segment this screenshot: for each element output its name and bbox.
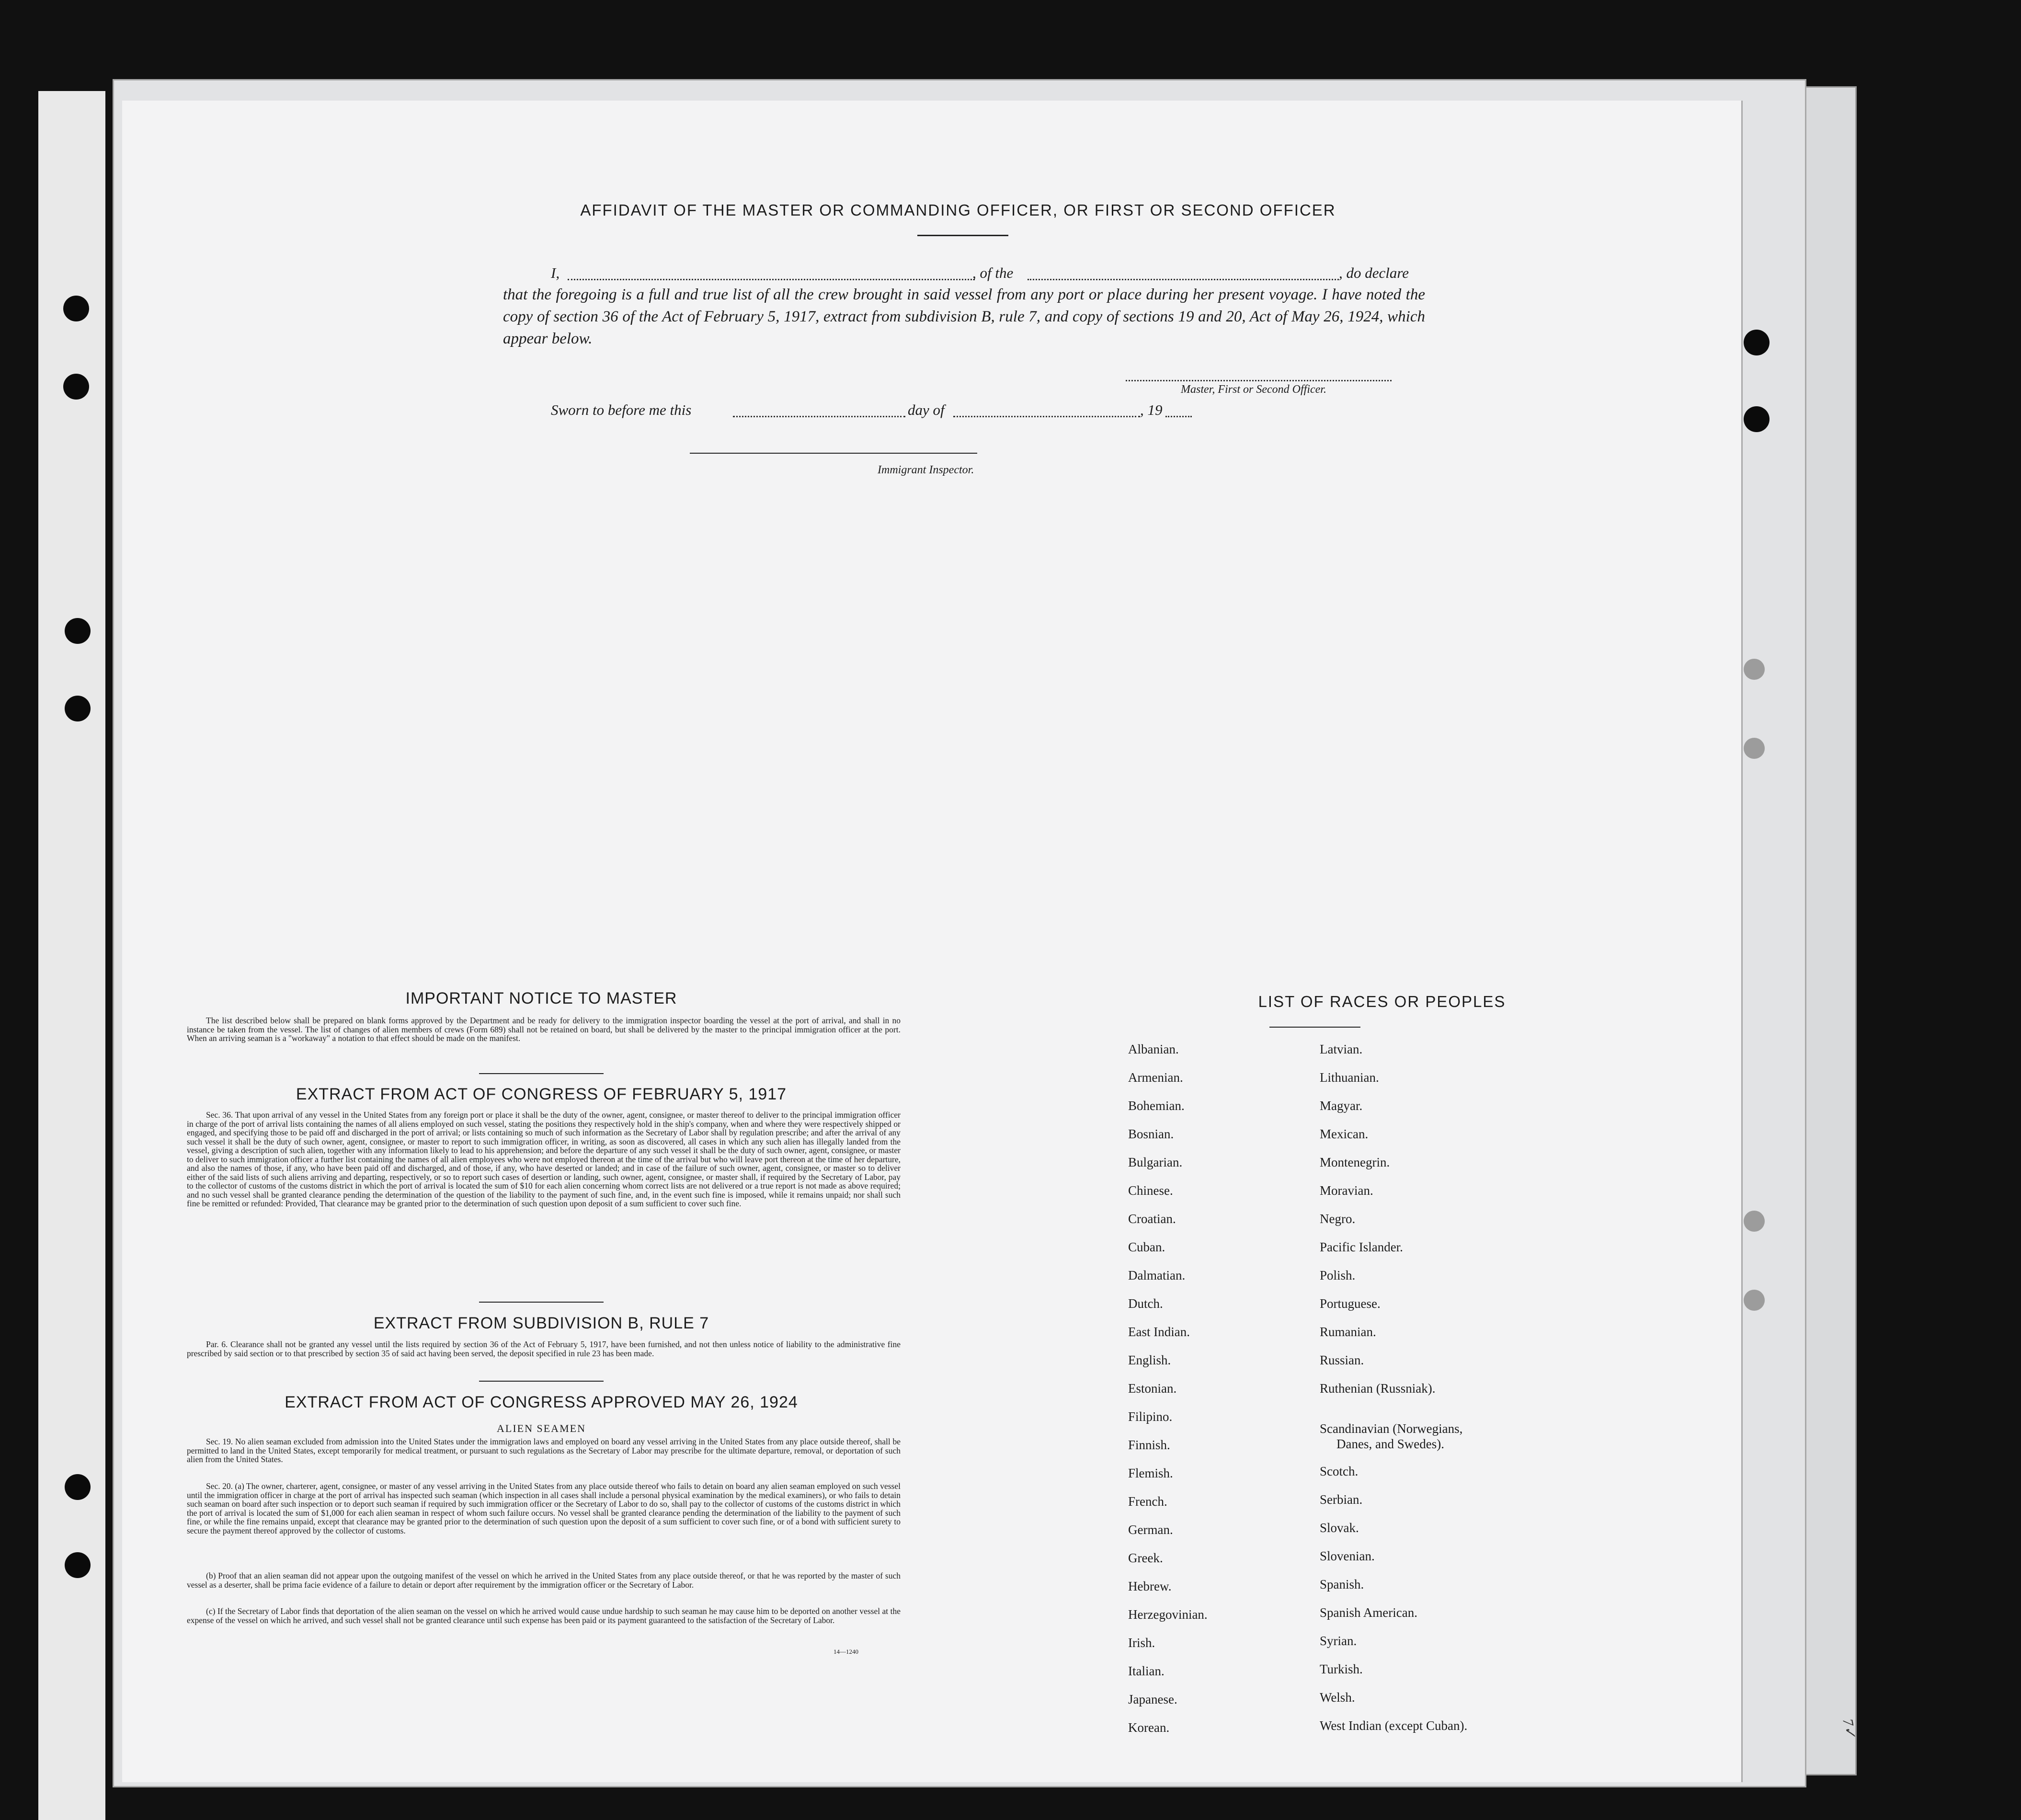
- race-item: Magyar.: [1320, 1099, 1363, 1113]
- sec19-text: Sec. 19. No alien seaman excluded from admission into the United States under the immigration laws and employed on board any vessel arriving in the United States from any place outside thereof, shall be permitted to land in the United States, except temporarily for medical treatment, or pursuant to such regulations as the Secretary of Labor may prescribe for the ultimate departure, removal, or deportation of such alien from the United States.: [187, 1437, 901, 1464]
- race-item: Turkish.: [1320, 1662, 1363, 1676]
- race-item: Ruthenian (Russniak).: [1320, 1381, 1436, 1396]
- year-text: , 19: [1140, 401, 1163, 418]
- race-item: Chinese.: [1128, 1183, 1173, 1198]
- race-item: Herzegovinian.: [1128, 1607, 1208, 1622]
- races-title: LIST OF RACES OR PEOPLES: [1258, 993, 1506, 1010]
- extract-1917-text: Sec. 36. That upon arrival of any vessel in the United States from any foreign port or place it shall be the duty of the owner, agent, consignee, or master thereof to deliver to the principal immigration officer in charge of the port of arrival lists containing the names of all aliens employed on such vessel, stating the positions they respectively hold in the ship's company, when and where they were respectively shipped or engaged, and specifying those to be paid off and discharged in the port of arrival; or lists containing so much of such information as the Secretary of Labor shall by regulation prescribe; and after the arrival of any such vessel it shall be the duty of such owner, agent, consignee, or master to report to such immigration officer, in writing, as soon as discovered, all cases in which any such alien has illegally landed from the vessel, giving a description of such alien, together with any information likely to lead to his apprehension; and before the departure of any such vessel it shall be the duty of such owner, agent, consignee, or master to deliver to such immigration officer a further list containing the names of all alien employees who were not employed thereon at the time of the arrival but who will leave port thereon at the time of her departure, and also the names of those, if any, who have been paid off and discharged, and of those, if any, who have deserted or landed; and in case of the failure of such owner, agent, consignee, or master so to deliver either of the said lists of such aliens arriving and departing, respectively, or so to report such cases of desertion or landing, such owner, agent, consignee, or master shall, if required by the Secretary of Labor, pay to the collector of customs of the customs district in which the port of arrival is located the sum of $10 for each alien concerning whom correct lists are not delivered or a true report is not made as above required; and no such vessel shall be granted clearance pending the determination of the question of the liability to the payment of such fine, and, in the event such fine is imposed, while it remains unpaid; nor shall such fine be remitted or refunded: Provided, That clearance may be granted prior to the determination of such question upon deposit of a sum sufficient to cover such fine.: [187, 1110, 901, 1208]
- race-item: Korean.: [1128, 1720, 1170, 1735]
- title-rule: [1269, 1027, 1360, 1028]
- punch-hole: [65, 1552, 91, 1578]
- master-signature-line[interactable]: [1126, 380, 1392, 381]
- name-blank[interactable]: [568, 279, 975, 280]
- punch-hole: [1744, 330, 1770, 355]
- sworn-month-blank[interactable]: [953, 416, 1140, 417]
- year-blank[interactable]: [1165, 416, 1192, 417]
- master-caption: Master, First or Second Officer.: [1181, 383, 1326, 396]
- race-item: Flemish.: [1128, 1466, 1173, 1480]
- race-item: Polish.: [1320, 1268, 1356, 1282]
- race-item: Lithuanian.: [1320, 1070, 1379, 1085]
- race-item: Latvian.: [1320, 1042, 1363, 1056]
- extract-1917-title: EXTRACT FROM ACT OF CONGRESS OF FEBRUARY 5, 1917: [296, 1085, 787, 1103]
- race-item: Pacific Islander.: [1320, 1240, 1403, 1254]
- punch-hole: [65, 1474, 91, 1500]
- race-item: Italian.: [1128, 1664, 1165, 1678]
- race-item: Cuban.: [1128, 1240, 1165, 1254]
- punch-hole: [1744, 1211, 1765, 1232]
- race-item: Negro.: [1320, 1212, 1356, 1226]
- race-item: Mexican.: [1320, 1127, 1369, 1141]
- punch-hole: [63, 374, 89, 400]
- race-item: Armenian.: [1128, 1070, 1183, 1085]
- handwritten-mark: 7✓: [1839, 1717, 1859, 1740]
- inspector-signature-line[interactable]: [690, 453, 977, 454]
- race-item: Spanish American.: [1320, 1605, 1417, 1620]
- alien-seamen-heading: ALIEN SEAMEN: [497, 1422, 586, 1434]
- race-item: German.: [1128, 1522, 1173, 1537]
- race-item: Spanish.: [1320, 1577, 1364, 1591]
- race-item: Danes, and Swedes).: [1336, 1437, 1444, 1451]
- form-number: 14—1240: [834, 1648, 858, 1655]
- race-item: Dutch.: [1128, 1296, 1163, 1311]
- sec20c-text: (c) If the Secretary of Labor finds that deportation of the alien seaman on the vessel on which he arrived would cause undue hardship to such seaman he may cause him to be deported on another vessel at the expense of the vessel on which he arrived, and such vessel shall not be granted clearance until such expense has been paid or its payment guaranteed to the satisfaction of the Secretary of Labor.: [187, 1606, 901, 1625]
- race-item: Filipino.: [1128, 1409, 1173, 1424]
- race-item: Greek.: [1128, 1551, 1163, 1565]
- affidavit-do-declare: , do declare: [1339, 264, 1409, 281]
- race-item: Slovenian.: [1320, 1549, 1375, 1563]
- sworn-day-blank[interactable]: [733, 416, 905, 417]
- punch-hole: [65, 618, 91, 644]
- race-item: Montenegrin.: [1320, 1155, 1390, 1169]
- race-item: Russian.: [1320, 1353, 1364, 1367]
- divider: [479, 1381, 604, 1382]
- race-item: Bulgarian.: [1128, 1155, 1183, 1169]
- race-item: Serbian.: [1320, 1492, 1363, 1507]
- race-item: Syrian.: [1320, 1634, 1357, 1648]
- sec20b-text: (b) Proof that an alien seaman did not appear upon the outgoing manifest of the vessel on which he arrived in the United States from any place outside thereof, or that he was reported by the master of such vessel as a deserter, shall be prima facie evidence of a failure to detain or deport after requirement by the immigration officer or the Secretary of Labor.: [187, 1571, 901, 1590]
- sec20a-text: Sec. 20. (a) The owner, charterer, agent, consignee, or master of any vessel arriving in the United States from any place outside thereof who fails to detain on board any alien seaman employed on such vessel until the immigration officer in charge at the port of arrival has inspected such seaman (which inspection in all cases shall include a personal physical examination by the medical examiners), or who fails to detain such seaman on board after such inspection or to deport such seaman if required by such immigration officer or the Secretary of Labor to do so, shall pay to the collector of customs of the customs district in which the port of arrival is located the sum of $1,000 for each alien seaman in respect of whom such failure occurs. No vessel shall be granted clearance pending the determination of the liability to the payment of such fine, or while the fine remains unpaid, except that clearance may be granted prior to the determination of such question upon the deposit of a sum sufficient to cover such fine, or of a bond with sufficient surety to secure the payment thereof approved by the collector of customs.: [187, 1481, 901, 1535]
- punch-hole: [1744, 1290, 1765, 1311]
- title-rule: [917, 235, 1008, 236]
- punch-hole: [1744, 406, 1770, 432]
- race-item: West Indian (except Cuban).: [1320, 1718, 1468, 1733]
- vessel-blank[interactable]: [1028, 279, 1339, 280]
- race-item: Irish.: [1128, 1636, 1155, 1650]
- affidavit-body: that the foregoing is a full and true list of all the crew brought in said vessel from any port or place during her present voyage. I have noted the copy of section 36 of the Act of February 5, 1917, extract from subdivision B, rule 7, and copy of sections 19 and 20, Act of May 26, 1924, which appear below.: [503, 286, 1425, 347]
- affidavit-title: AFFIDAVIT OF THE MASTER OR COMMANDING OFFICER, OR FIRST OR SECOND OFFICER: [580, 201, 1336, 219]
- race-item: Japanese.: [1128, 1692, 1177, 1706]
- rule7-title: EXTRACT FROM SUBDIVISION B, RULE 7: [373, 1314, 709, 1332]
- notice-text: The list described below shall be prepared on blank forms approved by the Department and be ready for delivery to the immigration inspector boarding the vessel at the port of arrival, and shall in no instance be taken from the vessel. The list of changes of alien members of crews (Form 689) shall not be retained on board, but shall be delivered by the master to the principal immigration officer at the port. When an arriving seaman is a "workaway" a notation to that effect should be made on the manifest.: [187, 1016, 901, 1043]
- punch-hole: [63, 296, 89, 321]
- punch-hole: [65, 696, 91, 721]
- race-item: Albanian.: [1128, 1042, 1179, 1056]
- race-item: Rumanian.: [1320, 1325, 1376, 1339]
- race-item: East Indian.: [1128, 1325, 1190, 1339]
- race-item: Slovak.: [1320, 1521, 1359, 1535]
- punch-hole: [1744, 659, 1765, 680]
- sworn-text: Sworn to before me this: [551, 401, 692, 418]
- race-item: Croatian.: [1128, 1212, 1176, 1226]
- race-item: Scotch.: [1320, 1464, 1359, 1478]
- race-item: English.: [1128, 1353, 1171, 1367]
- race-item: Finnish.: [1128, 1438, 1170, 1452]
- race-item: Bohemian.: [1128, 1099, 1185, 1113]
- race-item: Dalmatian.: [1128, 1268, 1186, 1282]
- race-item: Estonian.: [1128, 1381, 1177, 1396]
- extract-1924-title: EXTRACT FROM ACT OF CONGRESS APPROVED MAY 26, 1924: [285, 1393, 798, 1411]
- punch-hole: [1744, 738, 1765, 759]
- race-item: Moravian.: [1320, 1183, 1373, 1198]
- race-item: Hebrew.: [1128, 1579, 1172, 1593]
- affidavit-i: I,: [551, 264, 560, 281]
- inspector-caption: Immigrant Inspector.: [878, 464, 974, 476]
- notice-title: IMPORTANT NOTICE TO MASTER: [405, 989, 677, 1007]
- race-item: Portuguese.: [1320, 1296, 1381, 1311]
- day-of-text: day of: [908, 401, 945, 418]
- race-item: French.: [1128, 1494, 1167, 1509]
- race-item: Scandinavian (Norwegians,: [1320, 1421, 1463, 1436]
- divider: [479, 1302, 604, 1303]
- affidavit-of-the: , of the: [972, 264, 1014, 281]
- race-item: Welsh.: [1320, 1690, 1355, 1705]
- divider: [479, 1073, 604, 1074]
- race-item: Bosnian.: [1128, 1127, 1174, 1141]
- rule7-text: Par. 6. Clearance shall not be granted any vessel until the lists required by section 36 of the Act of February 5, 1917, have been furnished, and not then unless notice of liability to the administrative fine prescribed by said section or to that prescribed by section 35 of said act having been served, the deposit specified in rule 23 has been made.: [187, 1339, 901, 1358]
